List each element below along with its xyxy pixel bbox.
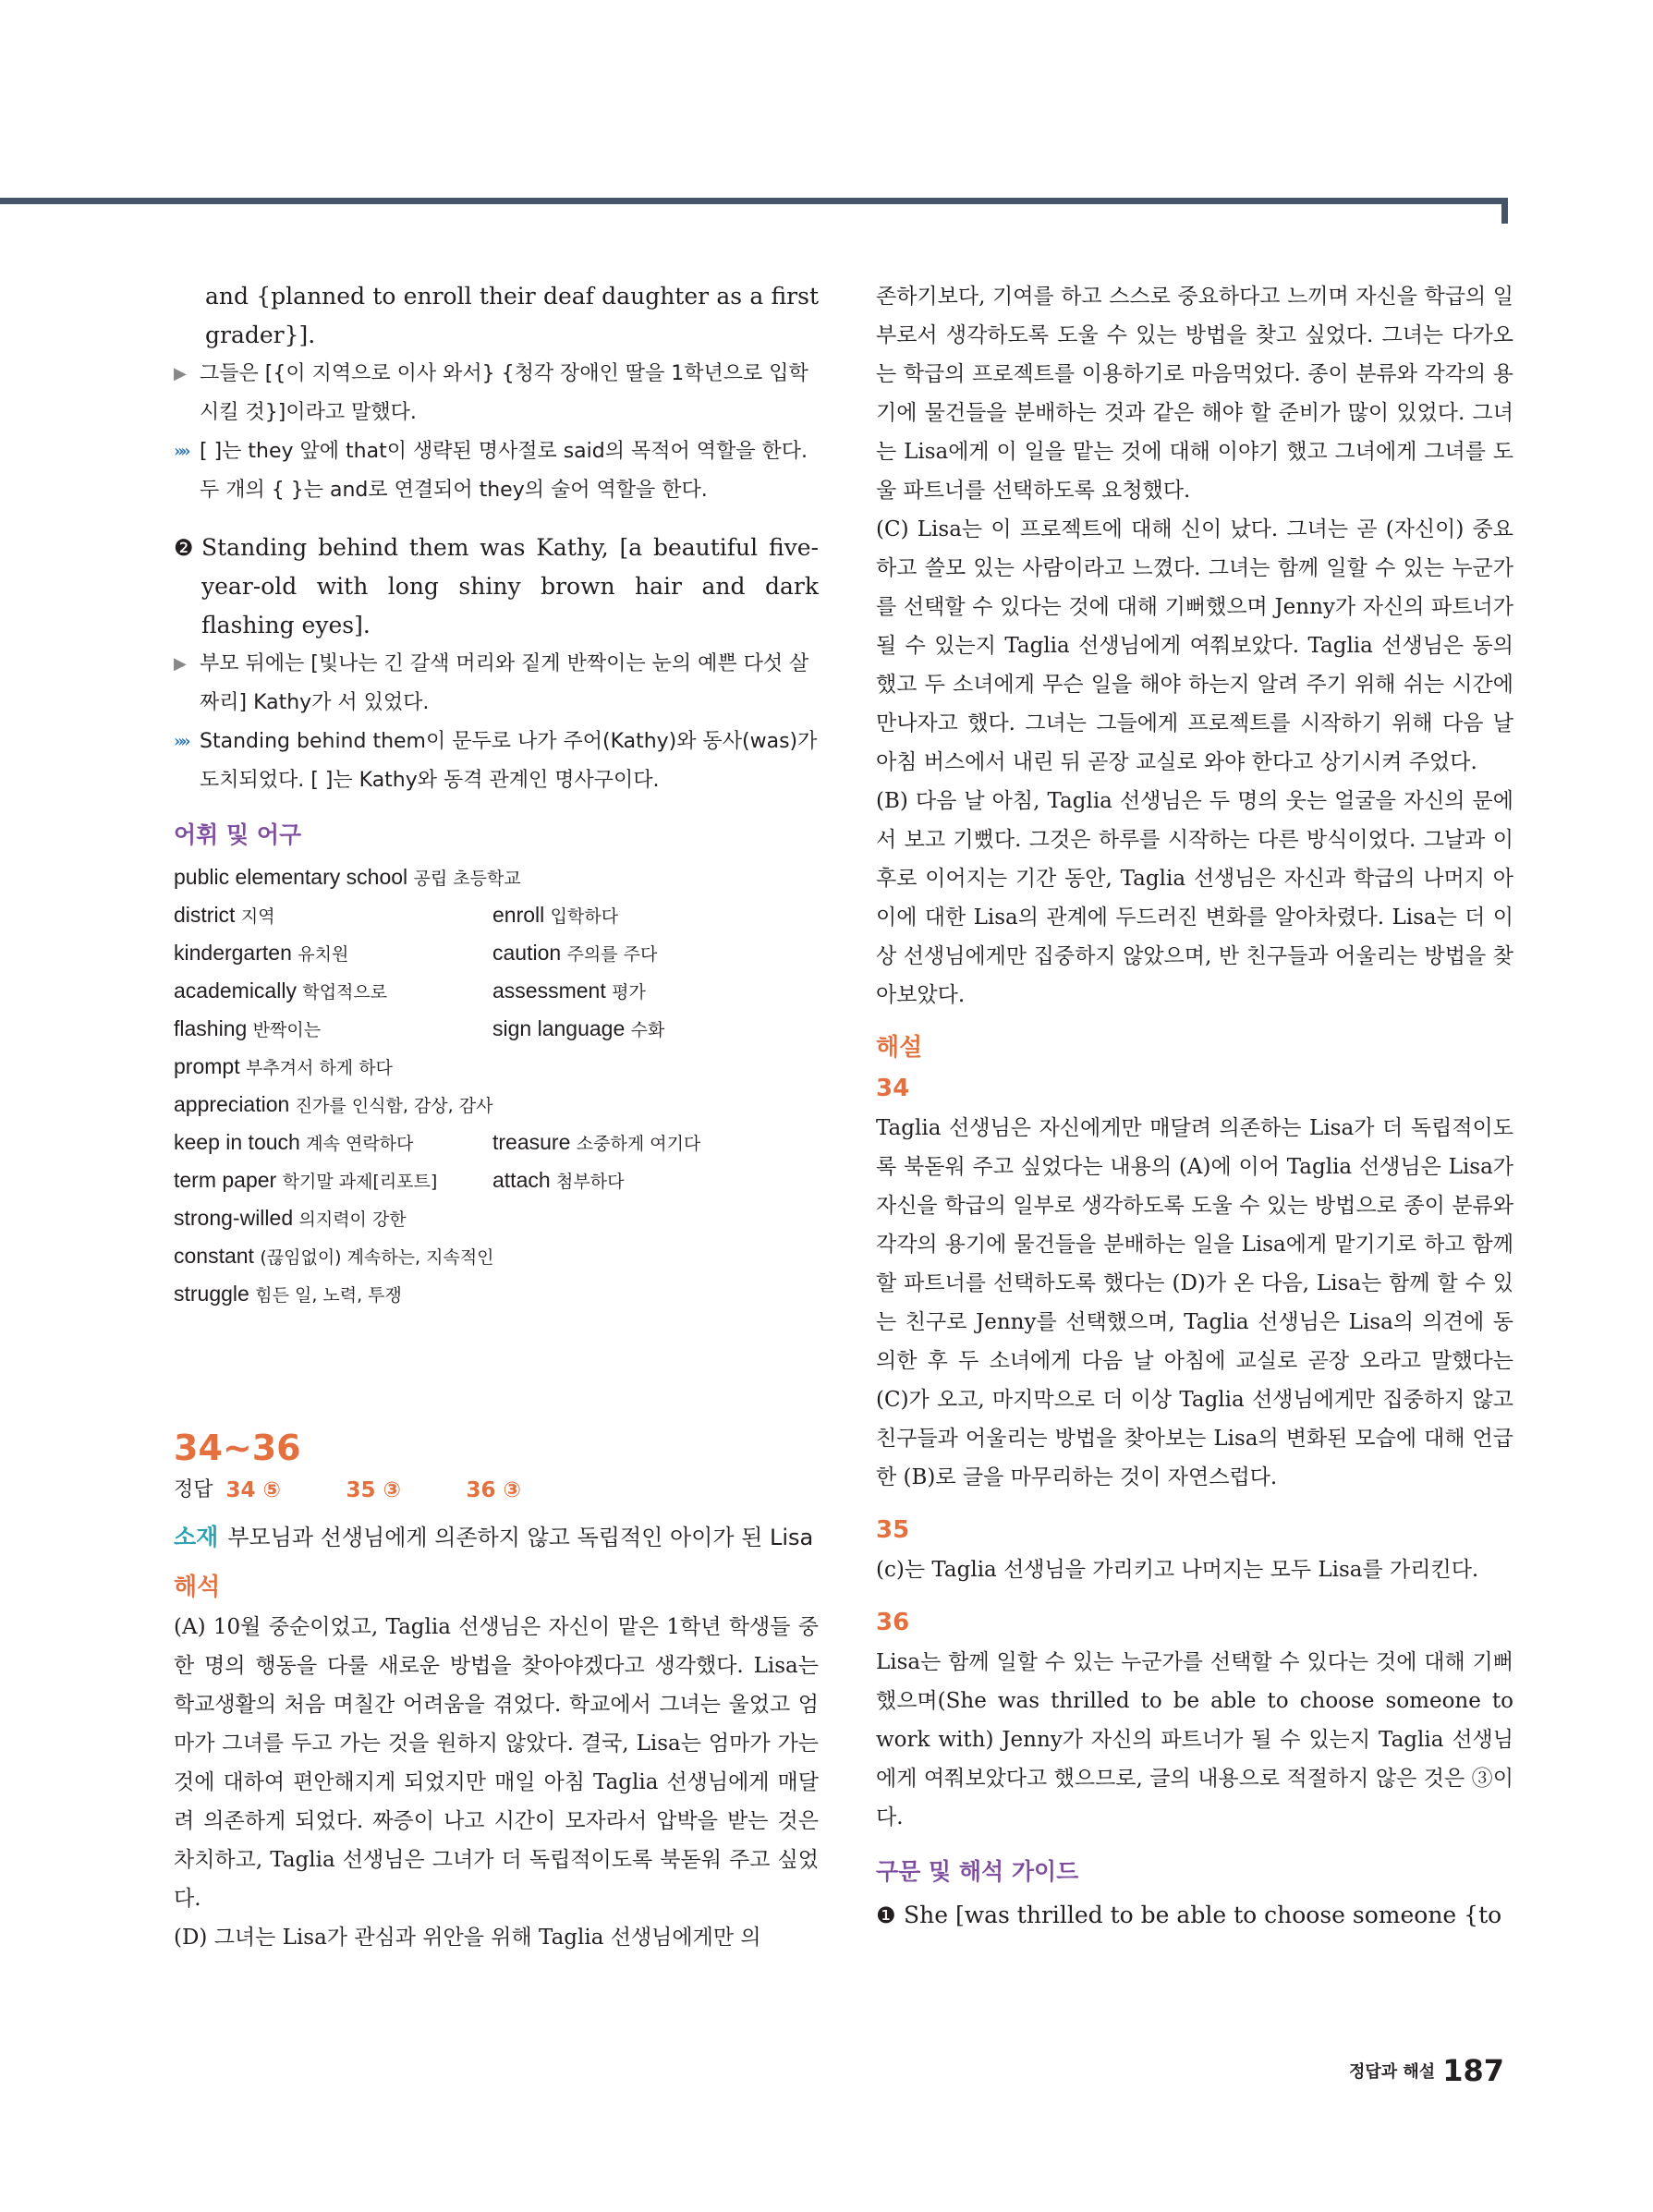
top-rule-tick	[1501, 198, 1508, 224]
vocab-en: attach	[492, 1168, 551, 1192]
vocab-en: academically	[174, 978, 297, 1003]
translation-heading: 해석	[174, 1574, 221, 1601]
top-rule	[0, 198, 1508, 204]
vocab-item	[174, 859, 816, 897]
vocab-item	[174, 897, 492, 935]
set-title: 34~36	[174, 1428, 301, 1468]
question-34-number: 34	[876, 1075, 910, 1102]
right-column	[876, 277, 1513, 1935]
vocab-ko: (끊임없이) 계속하는, 지속적인	[260, 1247, 494, 1268]
vocab-en: assessment	[492, 978, 606, 1003]
answer-label: 정답	[174, 1478, 213, 1501]
vocab-item	[174, 1087, 816, 1124]
question-36-text: Lisa는 함께 일할 수 있는 누군가를 선택할 수 있다는 것에 대해 기뻐했으며(She was thrilled to be able to choose someone to work with) Jenny가 자신의 파트너가 될 수 있는지 Taglia 선생님에게 여쭤보았다고 했으므로, 글의 내용으로 적절하지 않은 것은 ③이다.	[876, 1650, 1513, 1829]
translation-ko: 그들은 [{이 지역으로 이사 와서} {청각 장애인 딸을 1학년으로 입학시킬 것}]이라고 말했다.	[200, 362, 808, 424]
vocab-ko: 평가	[612, 982, 646, 1003]
vocab-ko: 첨부하다	[556, 1172, 625, 1192]
grammar-note: [ ]는 they 앞에 that이 생략된 명사절로 said의 목적어 역할을 한다. 두 개의 { }는 and로 연결되어 they의 술어 역할을 한다.	[200, 440, 808, 502]
footer-label: 정답과 해설	[1348, 2062, 1436, 2082]
paragraph-d-cont: 존하기보다, 기여를 하고 스스로 중요하다고 느끼며 자신을 학급의 일부로서 생각하도록 도울 수 있는 방법을 찾고 싶었다. 그녀는 다가오는 학급의 프로젝트를 이용하기로 마음먹었다. 종이 분류와 각각의 용기에 물건들을 분배하는 것과 같은 해야 할 준비가 많이 있었다. 그녀는 Lisa에게 이 일을 맡는 것에 대해 이야기 했고 그녀에게 그녀를 도울 파트너를 선택하도록 요청했다.	[876, 285, 1513, 503]
vocab-en: term paper	[174, 1168, 277, 1192]
vocab-item	[174, 973, 492, 1011]
vocab-ko: 학기말 과제[리포트]	[282, 1172, 438, 1192]
vocab-item	[174, 1124, 492, 1162]
vocab-ko: 힘든 일, 노력, 투쟁	[255, 1285, 402, 1306]
sentence-number: ❷	[174, 535, 194, 561]
grammar-note-row	[174, 723, 819, 800]
paragraph-c: (C) Lisa는 이 프로젝트에 대해 신이 났다. 그녀는 곧 (자신이) 중요하고 쓸모 있는 사람이라고 느꼈다. 그녀는 함께 일할 수 있는 누군가를 선택할 수 있다는 것에 대해 기뻐했으며 Jenny가 자신의 파트너가 될 수 있는지 Taglia 선생님에게 여쭤보았다. Taglia 선생님은 동의했고 두 소녀에게 무슨 일을 해야 하는지 알려 주기 위해 쉬는 시간에 만나자고 했다. 그녀는 그들에게 프로젝트를 시작하기 위해 다음 날 아침 버스에서 내린 뒤 곧장 교실로 와야 한다고 상기시켜 주었다.	[876, 517, 1513, 774]
vocab-en: struggle	[174, 1282, 249, 1306]
vocab-en: public elementary school	[174, 865, 408, 889]
paragraph-b: (B) 다음 날 아침, Taglia 선생님은 두 명의 웃는 얼굴을 자신의 문에서 보고 기뻤다. 그것은 하루를 시작하는 다른 방식이었다. 그날과 이후로 이어지는 기간 동안, Taglia 선생님은 자신과 학급의 나머지 아이에 대한 Lisa의 관계에 두드러진 변화를 알아차렸다. Lisa는 더 이상 선생님에게만 집중하지 않았으며, 반 친구들과 어울리는 방법을 찾아보았다.	[876, 789, 1513, 1007]
vocab-ko: 반짝이는	[252, 1020, 322, 1040]
sentence-en: Standing behind them was Kathy, [a beautiful five-year-old with long shiny brown hair and dark flashing eyes].	[201, 534, 819, 638]
question-35-text: (c)는 Taglia 선생님을 가리키고 나머지는 모두 Lisa를 가리킨다.	[876, 1558, 1479, 1582]
explanation-heading: 해설	[876, 1034, 923, 1062]
vocab-item	[174, 1162, 492, 1200]
vocab-en: appreciation	[174, 1092, 290, 1116]
vocab-item	[492, 1162, 816, 1200]
vocab-ko: 소중하게 여기다	[576, 1134, 701, 1154]
topic-row	[174, 1517, 819, 1558]
vocab-ko: 수화	[630, 1020, 665, 1040]
vocab-item	[492, 1124, 816, 1162]
vocab-item	[492, 897, 816, 935]
vocab-item	[492, 935, 816, 973]
topic-text: 부모님과 선생님에게 의존하지 않고 독립적인 아이가 된 Lisa	[227, 1525, 814, 1550]
vocab-item	[174, 1200, 816, 1238]
answer-36: 36 ③	[466, 1478, 522, 1502]
guide-sentence-1-row	[876, 1896, 1513, 1935]
vocab-ko: 공립 초등학교	[413, 869, 521, 889]
double-chevron-icon: »»	[174, 732, 188, 751]
vocab-item	[174, 1011, 492, 1049]
answer-row	[174, 1471, 819, 1510]
vocab-ko: 부추겨서 하게 하다	[245, 1058, 393, 1078]
vocab-item	[492, 1011, 816, 1049]
vocab-ko: 학업적으로	[302, 982, 388, 1003]
left-column	[174, 277, 819, 1957]
vocab-en: caution	[492, 941, 562, 965]
page-number: 187	[1442, 2053, 1504, 2088]
vocab-ko: 유치원	[298, 944, 349, 965]
vocab-en: flashing	[174, 1016, 248, 1040]
vocab-en: constant	[174, 1244, 254, 1268]
vocab-list	[174, 859, 819, 1314]
triangle-icon: ▶	[174, 654, 187, 674]
question-35-number: 35	[876, 1516, 910, 1544]
vocab-ko: 입학하다	[550, 906, 619, 927]
triangle-icon: ▶	[174, 364, 187, 383]
sentence-en: and {planned to enroll their deaf daughter as a first grader}].	[205, 283, 819, 348]
vocab-item	[174, 1238, 816, 1276]
vocab-en: enroll	[492, 903, 545, 927]
question-34-text: Taglia 선생님은 자신에게만 매달려 의존하는 Lisa가 더 독립적이도록 북돋워 주고 싶었다는 내용의 (A)에 이어 Taglia 선생님은 Lisa가 자신을 학급의 일부로 생각하도록 도울 수 있는 방법으로 종이 분류와 각각의 용기에 물건들을 분배하는 일을 Lisa에게 맡기기로 하고 함께 할 파트너를 선택하도록 했다는 (D)가 온 다음, Lisa는 함께 할 수 있는 친구로 Jenny를 선택했으며, Taglia 선생님은 Lisa의 의견에 동의한 후 두 소녀에게 다음 날 아침에 교실로 곧장 오라고 말했다는 (C)가 오고, 마지막으로 더 이상 Taglia 선생님에게만 집중하지 않고 친구들과 어울리는 방법을 찾아보는 Lisa의 변화된 모습에 대해 언급한 (B)로 글을 마무리하는 것이 자연스럽다.	[876, 1116, 1513, 1489]
sentence-2-row	[174, 529, 819, 645]
sentence-number: ❶	[876, 1902, 896, 1928]
grammar-note: Standing behind them이 문두로 나가 주어(Kathy)와 동사(was)가 도치되었다. [ ]는 Kathy와 동격 관계인 명사구이다.	[200, 730, 818, 792]
vocab-ko: 계속 연락하다	[306, 1134, 414, 1154]
vocab-en: kindergarten	[174, 941, 292, 965]
guide-heading: 구문 및 해석 가이드	[876, 1858, 1079, 1885]
translation-row	[174, 355, 819, 432]
vocab-ko: 의지력이 강한	[298, 1209, 407, 1230]
vocab-en: treasure	[492, 1130, 571, 1154]
vocab-heading: 어휘 및 어구	[174, 821, 302, 848]
vocab-en: district	[174, 903, 236, 927]
answer-35: 35 ③	[346, 1478, 402, 1502]
topic-label: 소재	[174, 1524, 219, 1550]
grammar-note-row	[174, 432, 819, 510]
vocab-ko: 진가를 인식함, 감상, 감사	[295, 1096, 493, 1116]
answer-34: 34 ⑤	[225, 1478, 282, 1502]
double-chevron-icon: »»	[174, 442, 188, 461]
page-footer	[1349, 2053, 1504, 2088]
vocab-en: keep in touch	[174, 1130, 300, 1154]
vocab-item	[174, 935, 492, 973]
vocab-en: sign language	[492, 1016, 626, 1040]
question-36-number: 36	[876, 1609, 910, 1636]
vocab-en: strong-willed	[174, 1206, 294, 1230]
vocab-en: prompt	[174, 1054, 240, 1078]
translation-ko: 부모 뒤에는 [빛나는 긴 갈색 머리와 짙게 반짝이는 눈의 예쁜 다섯 살짜리] Kathy가 서 있었다.	[200, 652, 809, 714]
vocab-ko: 주의를 주다	[566, 944, 658, 965]
paragraph-a: (A) 10월 중순이었고, Taglia 선생님은 자신이 맡은 1학년 학생들 중 한 명의 행동을 다룰 새로운 방법을 찾아야겠다고 생각했다. Lisa는 학교생활의 처음 며칠간 어려움을 겪었다. 학교에서 그녀는 울었고 엄마가 그녀를 두고 가는 것을 원하지 않았다. 결국, Lisa는 엄마가 가는 것에 대하여 편안해지게 되었지만 매일 아침 Taglia 선생님에게 매달려 의존하게 되었다. 짜증이 나고 시간이 모자라서 압박을 받는 것은 차치하고, Taglia 선생님은 그녀가 더 독립적이도록 북돋워 주고 싶었다.	[174, 1615, 819, 1911]
vocab-ko: 지역	[240, 906, 275, 927]
vocab-item	[174, 1276, 816, 1314]
vocab-item	[492, 973, 816, 1011]
translation-row	[174, 645, 819, 723]
sentence-en: She [was thrilled to be able to choose someone {to	[904, 1902, 1502, 1928]
vocab-item	[174, 1049, 816, 1087]
paragraph-d-start: (D) 그녀는 Lisa가 관심과 위안을 위해 Taglia 선생님에게만 의	[174, 1926, 761, 1950]
